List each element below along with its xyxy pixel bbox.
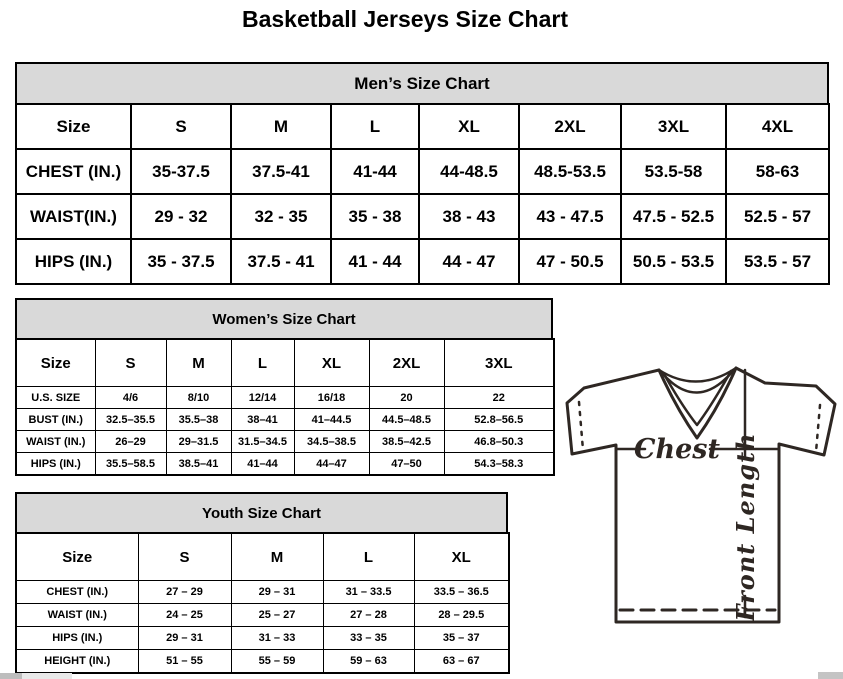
youth-size-table	[15, 532, 510, 674]
column-header: S	[138, 533, 231, 581]
mens-size-chart	[15, 62, 829, 285]
row-label: CHEST (IN.)	[16, 149, 131, 194]
column-header: Size	[16, 533, 138, 581]
value-cell: 35 - 37.5	[131, 239, 231, 284]
column-header: 2XL	[519, 104, 621, 149]
column-header: 2XL	[369, 339, 444, 387]
table-row	[16, 149, 829, 194]
right-cuff-dashed-line	[816, 405, 820, 452]
mens-size-table	[15, 103, 830, 285]
value-cell: 37.5 - 41	[231, 239, 331, 284]
value-cell: 4/6	[95, 387, 166, 409]
table-row	[16, 239, 829, 284]
front-length-label: Front Length	[731, 432, 760, 622]
value-cell: 16/18	[294, 387, 369, 409]
column-header: S	[95, 339, 166, 387]
row-label: HIPS (IN.)	[16, 453, 95, 476]
column-header: Size	[16, 339, 95, 387]
value-cell: 38.5–41	[166, 453, 231, 476]
value-cell: 58-63	[726, 149, 829, 194]
value-cell: 32 - 35	[231, 194, 331, 239]
row-label: HIPS (IN.)	[16, 627, 138, 650]
value-cell: 41–44.5	[294, 409, 369, 431]
row-label: WAIST (IN.)	[16, 431, 95, 453]
value-cell: 31 – 33.5	[323, 581, 414, 604]
value-cell: 52.8–56.5	[444, 409, 554, 431]
value-cell: 26–29	[95, 431, 166, 453]
value-cell: 43 - 47.5	[519, 194, 621, 239]
table-row	[16, 581, 509, 604]
value-cell: 47 - 50.5	[519, 239, 621, 284]
value-cell: 38.5–42.5	[369, 431, 444, 453]
column-header: 3XL	[621, 104, 726, 149]
value-cell: 44.5–48.5	[369, 409, 444, 431]
value-cell: 29–31.5	[166, 431, 231, 453]
row-label: HEIGHT (IN.)	[16, 650, 138, 674]
column-header: L	[323, 533, 414, 581]
value-cell: 35 - 38	[331, 194, 419, 239]
value-cell: 63 – 67	[414, 650, 509, 674]
womens-size-table	[15, 338, 555, 476]
value-cell: 35.5–58.5	[95, 453, 166, 476]
jersey-outline	[567, 368, 835, 622]
value-cell: 29 – 31	[231, 581, 323, 604]
value-cell: 41–44	[231, 453, 294, 476]
value-cell: 41-44	[331, 149, 419, 194]
value-cell: 28 – 29.5	[414, 604, 509, 627]
value-cell: 22	[444, 387, 554, 409]
table-row	[16, 194, 829, 239]
table-row	[16, 650, 509, 674]
value-cell: 51 – 55	[138, 650, 231, 674]
value-cell: 8/10	[166, 387, 231, 409]
value-cell: 44-48.5	[419, 149, 519, 194]
column-header: XL	[294, 339, 369, 387]
jersey-measurement-diagram	[558, 358, 843, 628]
value-cell: 29 - 32	[131, 194, 231, 239]
youth-chart-title: Youth Size Chart	[15, 492, 508, 532]
value-cell: 50.5 - 53.5	[621, 239, 726, 284]
value-cell: 25 – 27	[231, 604, 323, 627]
table-row	[16, 431, 554, 453]
column-header: XL	[419, 104, 519, 149]
column-header: L	[331, 104, 419, 149]
value-cell: 38–41	[231, 409, 294, 431]
header-row	[16, 533, 509, 581]
value-cell: 38 - 43	[419, 194, 519, 239]
value-cell: 12/14	[231, 387, 294, 409]
value-cell: 48.5-53.5	[519, 149, 621, 194]
value-cell: 53.5-58	[621, 149, 726, 194]
left-cuff-dashed-line	[579, 402, 583, 450]
mens-chart-title: Men’s Size Chart	[15, 62, 829, 103]
value-cell: 33.5 – 36.5	[414, 581, 509, 604]
row-label: U.S. SIZE	[16, 387, 95, 409]
value-cell: 31.5–34.5	[231, 431, 294, 453]
value-cell: 20	[369, 387, 444, 409]
column-header: 4XL	[726, 104, 829, 149]
column-header: M	[166, 339, 231, 387]
value-cell: 27 – 29	[138, 581, 231, 604]
value-cell: 47–50	[369, 453, 444, 476]
row-label: BUST (IN.)	[16, 409, 95, 431]
table-row	[16, 627, 509, 650]
value-cell: 44–47	[294, 453, 369, 476]
value-cell: 37.5-41	[231, 149, 331, 194]
value-cell: 35-37.5	[131, 149, 231, 194]
womens-chart-title: Women’s Size Chart	[15, 298, 553, 338]
header-row	[16, 104, 829, 149]
value-cell: 35.5–38	[166, 409, 231, 431]
value-cell: 27 – 28	[323, 604, 414, 627]
table-row	[16, 387, 554, 409]
value-cell: 46.8–50.3	[444, 431, 554, 453]
value-cell: 29 – 31	[138, 627, 231, 650]
value-cell: 47.5 - 52.5	[621, 194, 726, 239]
value-cell: 55 – 59	[231, 650, 323, 674]
value-cell: 34.5–38.5	[294, 431, 369, 453]
column-header: M	[231, 533, 323, 581]
value-cell: 33 – 35	[323, 627, 414, 650]
value-cell: 59 – 63	[323, 650, 414, 674]
column-header: L	[231, 339, 294, 387]
column-header: M	[231, 104, 331, 149]
value-cell: 31 – 33	[231, 627, 323, 650]
value-cell: 53.5 - 57	[726, 239, 829, 284]
horizontal-scrollbar-fragment[interactable]	[0, 673, 22, 679]
table-row	[16, 409, 554, 431]
chest-label: Chest	[634, 434, 720, 465]
column-header: 3XL	[444, 339, 554, 387]
horizontal-scrollbar-track[interactable]	[22, 673, 72, 679]
horizontal-scrollbar-fragment[interactable]	[818, 672, 843, 679]
row-label: CHEST (IN.)	[16, 581, 138, 604]
value-cell: 41 - 44	[331, 239, 419, 284]
womens-size-chart	[15, 298, 553, 476]
table-row	[16, 453, 554, 476]
column-header: Size	[16, 104, 131, 149]
column-header: XL	[414, 533, 509, 581]
row-label: WAIST(IN.)	[16, 194, 131, 239]
column-header: S	[131, 104, 231, 149]
header-row	[16, 339, 554, 387]
value-cell: 24 – 25	[138, 604, 231, 627]
value-cell: 52.5 - 57	[726, 194, 829, 239]
page-title: Basketball Jerseys Size Chart	[241, 6, 568, 32]
table-row	[16, 604, 509, 627]
value-cell: 44 - 47	[419, 239, 519, 284]
row-label: HIPS (IN.)	[16, 239, 131, 284]
youth-size-chart	[15, 492, 508, 674]
value-cell: 32.5–35.5	[95, 409, 166, 431]
row-label: WAIST (IN.)	[16, 604, 138, 627]
value-cell: 54.3–58.3	[444, 453, 554, 476]
value-cell: 35 – 37	[414, 627, 509, 650]
